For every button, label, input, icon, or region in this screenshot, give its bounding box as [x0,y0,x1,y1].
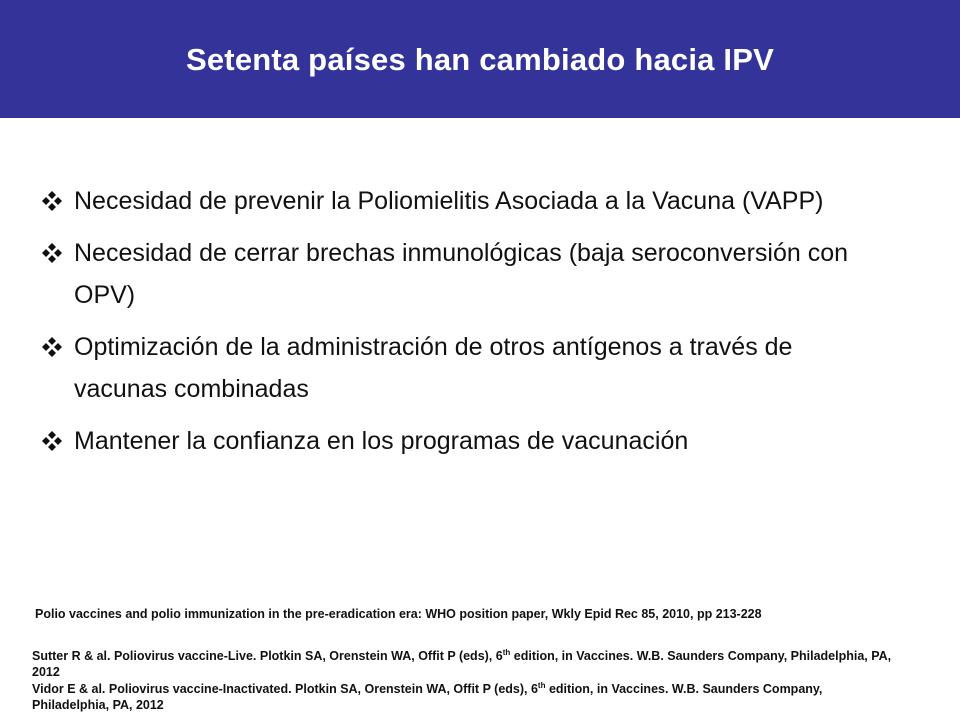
slide-title: Setenta países han cambiado hacia IPV [185,42,774,77]
bullet-text: Necesidad de cerrar brechas inmunológicas (baja seroconversión con OPV) [74,239,849,309]
bullet-text: Mantener la confianza en los programas de vacunación [74,427,689,455]
superscript: th [502,647,511,657]
four-petal-diamond-icon [42,191,62,211]
title-bar [0,0,960,118]
bullet-item [42,180,892,222]
four-petal-diamond-icon [42,337,62,357]
reference-text: edition, in Vaccines. W.B. Saunders Company, Philadelphia, PA, 2012 [32,649,892,679]
bullet-item [42,420,892,462]
bullet-text: Optimización de la administración de otros antígenos a través de vacunas combinadas [74,333,793,403]
bullet-item [42,326,892,410]
superscript: th [537,680,546,690]
four-petal-diamond-icon [42,431,62,451]
reference-vidor [32,681,892,713]
reference-text: edition, in Vaccines. W.B. Saunders Company, Philadelphia, PA, 2012 [32,682,823,712]
bullet-text: Necesidad de prevenir la Poliomielitis Asociada a la Vacuna (VAPP) [74,187,824,215]
bullet-item [42,232,892,316]
bullet-list [42,180,892,472]
reference-sutter [32,648,892,680]
reference-text: Vidor E & al. Poliovirus vaccine-Inactivated. Plotkin SA, Orenstein WA, Offit P (eds), 6 [32,682,538,696]
reference-text: Sutter R & al. Poliovirus vaccine-Live. Plotkin SA, Orenstein WA, Offit P (eds), 6 [32,649,503,663]
four-petal-diamond-icon [42,243,62,263]
reference-who-position-paper: Polio vaccines and polio immunization in the pre-eradication era: WHO position paper, Wkly Epid Rec 85, 2010, pp 213-228 [35,607,762,621]
